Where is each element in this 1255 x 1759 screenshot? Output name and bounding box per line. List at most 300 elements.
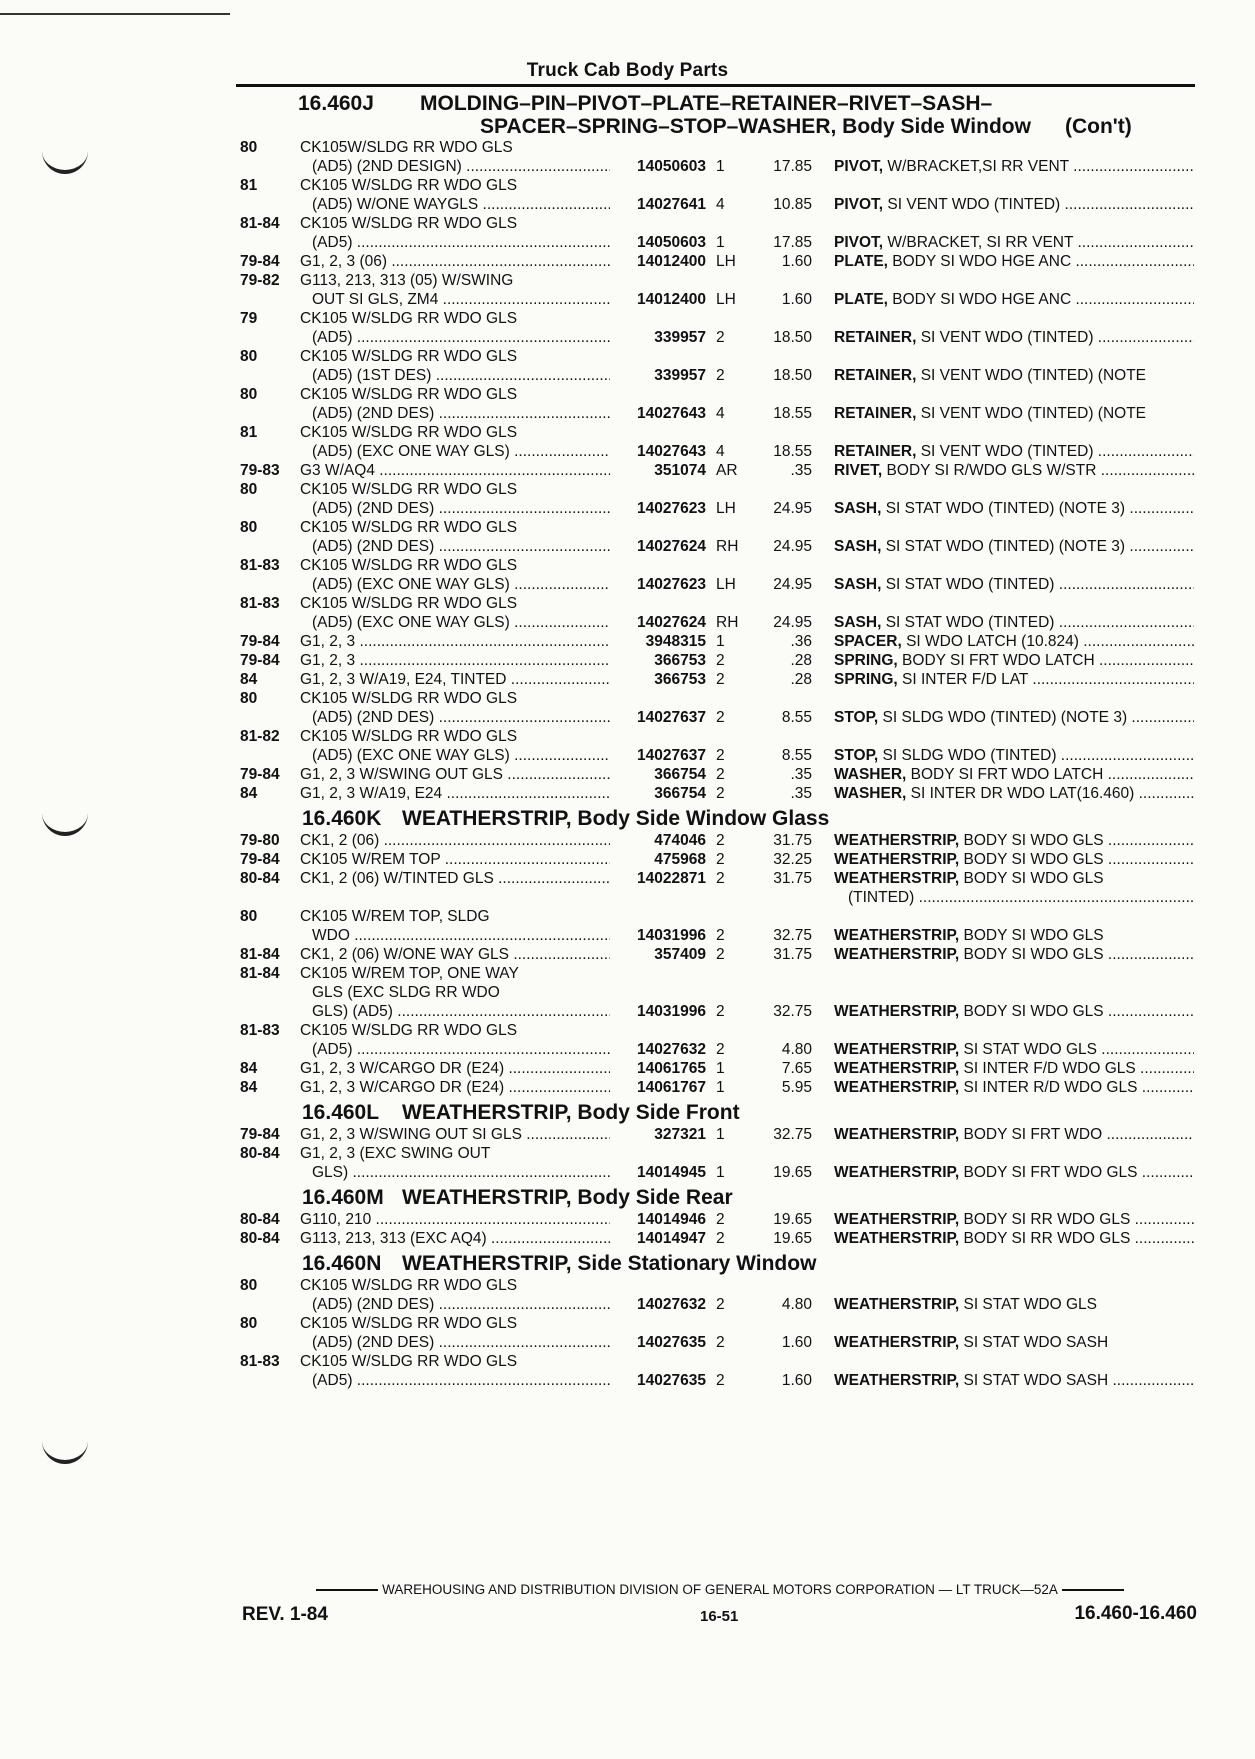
description-noun: PIVOT, — [834, 234, 884, 251]
quantity — [706, 689, 756, 708]
quantity: 2 — [716, 329, 725, 346]
description — [812, 1314, 1194, 1333]
parts-row — [240, 1021, 1200, 1040]
quantity — [706, 1276, 756, 1295]
quantity: 2 — [716, 832, 725, 849]
price: 32.25 — [773, 851, 812, 868]
price — [756, 480, 812, 499]
parts-row — [240, 271, 1200, 290]
description — [812, 651, 1194, 670]
price — [756, 888, 812, 907]
parts-row — [240, 480, 1200, 499]
price: 24.95 — [773, 614, 812, 631]
description — [812, 461, 1194, 480]
quantity: LH — [716, 253, 736, 270]
model-year — [240, 366, 300, 385]
description-text: BODY SI FRT WDO ..... — [963, 1126, 1194, 1143]
model-year — [240, 926, 300, 945]
model-year: 79-84 — [240, 851, 280, 868]
part-number: 14027635 — [637, 1334, 706, 1351]
description-text: SI STAT WDO (TINTED) (NOTE 3) ..... — [886, 538, 1194, 555]
model-year: 81-84 — [240, 215, 280, 232]
price — [756, 214, 812, 233]
parts-row — [240, 632, 1200, 651]
model-year: 79 — [240, 310, 258, 327]
section-code: 16.460L — [302, 1101, 380, 1124]
application — [300, 670, 610, 689]
description — [812, 1295, 1194, 1314]
quantity — [706, 138, 756, 157]
section-continued: (Con't) — [1064, 115, 1132, 138]
quantity — [706, 309, 756, 328]
application — [300, 850, 610, 869]
description — [812, 1371, 1194, 1390]
parts-row-continuation — [240, 328, 1200, 347]
quantity: 1 — [716, 1164, 725, 1181]
application — [300, 926, 610, 945]
description-text: BODY SI WDO HGE ANC ..... — [892, 253, 1194, 270]
part-number: 14050603 — [637, 158, 706, 175]
model-year: 79-82 — [240, 272, 280, 289]
part-number: 14050603 — [637, 234, 706, 251]
application — [300, 575, 610, 594]
application-text: GLS) ..... — [300, 1164, 610, 1181]
description — [812, 556, 1194, 575]
part-number — [610, 176, 706, 195]
part-number: 14027624 — [637, 538, 706, 555]
description — [812, 480, 1194, 499]
part-number: 14014945 — [637, 1164, 706, 1181]
part-number: 366754 — [654, 785, 706, 802]
description-noun: PLATE, — [834, 253, 888, 270]
application-text: CK105 W/SLDG RR WDO GLS — [300, 424, 518, 441]
application — [300, 480, 610, 499]
application-text: CK105 W/SLDG RR WDO GLS — [300, 1353, 518, 1370]
part-number: 474046 — [654, 832, 706, 849]
model-year — [240, 888, 300, 907]
parts-row — [240, 594, 1200, 613]
application — [300, 328, 610, 347]
application-text: G1, 2, 3 ..... — [300, 652, 610, 669]
part-number: 366754 — [654, 766, 706, 783]
application-text: GLS (EXC SLDG RR WDO — [312, 984, 500, 1001]
parts-row — [240, 461, 1200, 480]
parts-row — [240, 138, 1200, 157]
section-heading — [240, 88, 1200, 138]
description — [812, 252, 1194, 271]
description-text: SI SLDG WDO (TINTED) (NOTE 3) ..... — [883, 709, 1194, 726]
part-number — [610, 214, 706, 233]
section-heading — [240, 807, 1200, 831]
description — [812, 1163, 1194, 1182]
application — [300, 366, 610, 385]
price: 10.85 — [773, 196, 812, 213]
application — [300, 518, 610, 537]
part-number — [610, 385, 706, 404]
description-noun: SPACER, — [834, 633, 902, 650]
description-text: BODY SI WDO GLS ..... — [963, 1003, 1194, 1020]
application-text: (AD5) ..... — [300, 1041, 610, 1058]
section-heading — [240, 1252, 1200, 1276]
description-text: SI STAT WDO SASH ..... — [963, 1372, 1194, 1389]
application-text: (AD5) (EXC ONE WAY GLS) ..... — [300, 576, 610, 593]
application — [300, 1371, 610, 1390]
description — [812, 423, 1194, 442]
parts-row — [240, 651, 1200, 670]
model-year — [240, 195, 300, 214]
parts-row — [240, 1059, 1200, 1078]
quantity: 4 — [716, 405, 725, 422]
model-year — [240, 233, 300, 252]
part-number: 14031996 — [637, 927, 706, 944]
quantity — [706, 1144, 756, 1163]
parts-row — [240, 214, 1200, 233]
application — [300, 632, 610, 651]
part-number: 14061765 — [637, 1060, 706, 1077]
description-noun: WEATHERSTRIP, — [834, 851, 960, 868]
description — [812, 328, 1194, 347]
description-noun: RETAINER, — [834, 405, 917, 422]
application-text: (AD5) (2ND DES) ..... — [300, 1296, 610, 1313]
model-year: 80-84 — [240, 1211, 280, 1228]
part-number — [610, 689, 706, 708]
price: 4.80 — [781, 1296, 812, 1313]
quantity: 2 — [716, 747, 725, 764]
description — [812, 632, 1194, 651]
section-title: WEATHERSTRIP, Side Stationary Window — [402, 1252, 817, 1275]
description-text: SI INTER DR WDO LAT(16.460) ..... — [911, 785, 1194, 802]
description-noun: PLATE, — [834, 291, 888, 308]
quantity: 2 — [716, 870, 725, 887]
parts-row — [240, 727, 1200, 746]
description — [812, 708, 1194, 727]
price — [756, 138, 812, 157]
part-number — [610, 1021, 706, 1040]
description — [812, 850, 1194, 869]
description-text: SI STAT WDO GLS ..... — [963, 1041, 1194, 1058]
description-noun: SASH, — [834, 500, 882, 517]
quantity — [706, 964, 756, 983]
part-number: 14027637 — [637, 747, 706, 764]
description-noun: SASH, — [834, 576, 882, 593]
parts-row — [240, 518, 1200, 537]
application — [300, 556, 610, 575]
application-text: G1, 2, 3 W/A19, E24 ..... — [300, 785, 610, 802]
part-number: 14027623 — [637, 576, 706, 593]
price: .35 — [790, 766, 812, 783]
model-year — [240, 613, 300, 632]
description — [812, 271, 1194, 290]
description-noun: WEATHERSTRIP, — [834, 1164, 960, 1181]
quantity: 2 — [716, 946, 725, 963]
section-code: 16.460J — [298, 92, 374, 115]
price — [756, 271, 812, 290]
parts-row — [240, 670, 1200, 689]
model-year — [240, 290, 300, 309]
quantity: 2 — [716, 1296, 725, 1313]
section-range: 16.460-16.460 — [1074, 1603, 1197, 1624]
model-year: 84 — [240, 785, 258, 802]
section-code: 16.460N — [302, 1252, 382, 1275]
application-text: CK105 W/SLDG RR WDO GLS — [300, 1277, 518, 1294]
application-text: (AD5) (EXC ONE WAY GLS) ..... — [300, 443, 610, 460]
quantity: 2 — [716, 785, 725, 802]
description-text: SI VENT WDO (TINTED) (NOTE — [920, 405, 1147, 422]
quantity: 2 — [716, 1211, 725, 1228]
model-year — [240, 708, 300, 727]
footer-division: WAREHOUSING AND DISTRIBUTION DIVISION OF GENERAL MOTORS CORPORATION — LT TRUCK—52A — [240, 1582, 1200, 1597]
description — [812, 983, 1194, 1002]
section-title-line2-text: SPACER–SPRING–STOP–WASHER, Body Side Window — [480, 115, 1031, 138]
parts-row-continuation — [240, 1333, 1200, 1352]
application-text: G1, 2, 3 ..... — [300, 633, 610, 650]
application — [300, 1163, 610, 1182]
part-number: 14027635 — [637, 1372, 706, 1389]
part-number — [610, 347, 706, 366]
parts-row — [240, 689, 1200, 708]
application-text: CK1, 2 (06) W/ONE WAY GLS ..... — [300, 946, 610, 963]
part-number: 14027643 — [637, 443, 706, 460]
part-number: 14061767 — [637, 1079, 706, 1096]
parts-row-continuation — [240, 404, 1200, 423]
application — [300, 347, 610, 366]
parts-row-continuation — [240, 1295, 1200, 1314]
quantity — [706, 1021, 756, 1040]
parts-row-continuation — [240, 157, 1200, 176]
part-number: 14014947 — [637, 1230, 706, 1247]
model-year: 80 — [240, 386, 258, 403]
quantity: 1 — [716, 158, 725, 175]
model-year: 81-83 — [240, 1022, 280, 1039]
application — [300, 964, 610, 983]
description — [812, 765, 1194, 784]
description — [812, 727, 1194, 746]
description-text: (TINTED) ..... — [834, 889, 1194, 906]
description — [812, 746, 1194, 765]
part-number — [610, 1352, 706, 1371]
description — [812, 176, 1194, 195]
application — [300, 594, 610, 613]
model-year: 81-83 — [240, 595, 280, 612]
application — [300, 271, 610, 290]
price: 5.95 — [781, 1079, 812, 1096]
description — [812, 945, 1194, 964]
model-year: 80 — [240, 1277, 258, 1294]
section-title: WEATHERSTRIP, Body Side Front — [402, 1101, 740, 1124]
parts-row — [240, 831, 1200, 850]
description-text: SI VENT WDO (TINTED) ..... — [921, 443, 1194, 460]
part-number — [610, 1276, 706, 1295]
quantity: 4 — [716, 196, 725, 213]
model-year: 79-84 — [240, 652, 280, 669]
description-noun: SASH, — [834, 614, 882, 631]
description-text: SI VENT WDO (TINTED) (NOTE — [920, 367, 1147, 384]
application — [300, 1059, 610, 1078]
description — [812, 138, 1194, 157]
parts-row — [240, 1210, 1200, 1229]
price: 4.80 — [781, 1041, 812, 1058]
model-year: 79-80 — [240, 832, 280, 849]
application-text: CK105 W/SLDG RR WDO GLS — [300, 481, 518, 498]
model-year: 80-84 — [240, 870, 280, 887]
parts-row — [240, 1276, 1200, 1295]
application-text: G1, 2, 3 (06) ..... — [300, 253, 610, 270]
price: 19.65 — [773, 1211, 812, 1228]
description — [812, 689, 1194, 708]
application-text: CK105 W/SLDG RR WDO GLS — [300, 728, 518, 745]
description-text: BODY SI WDO HGE ANC ..... — [892, 291, 1194, 308]
description-noun: WEATHERSTRIP, — [834, 1211, 960, 1228]
model-year: 80 — [240, 1315, 258, 1332]
model-year — [240, 499, 300, 518]
description — [812, 499, 1194, 518]
application-text: G110, 210 ..... — [300, 1211, 610, 1228]
application — [300, 233, 610, 252]
application — [300, 746, 610, 765]
price: 31.75 — [773, 946, 812, 963]
model-year: 81-82 — [240, 728, 280, 745]
application — [300, 138, 610, 157]
application — [300, 831, 610, 850]
parts-row-continuation — [240, 1371, 1200, 1390]
price — [756, 347, 812, 366]
application — [300, 651, 610, 670]
quantity: 1 — [716, 1060, 725, 1077]
application-text: G113, 213, 313 (EXC AQ4) ..... — [300, 1230, 610, 1247]
quantity — [706, 1314, 756, 1333]
description-text: BODY SI R/WDO GLS W/STR ..... — [887, 462, 1194, 479]
price: 32.75 — [773, 927, 812, 944]
application-text: CK105 W/SLDG RR WDO GLS — [300, 519, 518, 536]
description-noun: WASHER, — [834, 766, 907, 783]
part-number: 366753 — [654, 652, 706, 669]
application-text: CK105W/SLDG RR WDO GLS — [300, 139, 513, 156]
part-number — [610, 423, 706, 442]
price: 18.50 — [773, 367, 812, 384]
application-text: (AD5) ..... — [300, 234, 610, 251]
parts-row-continuation — [240, 888, 1200, 907]
quantity: 4 — [716, 443, 725, 460]
description-text: SI STAT WDO SASH — [963, 1334, 1109, 1351]
parts-row — [240, 765, 1200, 784]
application-text: G113, 213, 313 (05) W/SWING — [300, 272, 514, 289]
description — [812, 594, 1194, 613]
application — [300, 214, 610, 233]
part-number: 14027624 — [637, 614, 706, 631]
part-number — [610, 907, 706, 926]
model-year — [240, 1333, 300, 1352]
application — [300, 613, 610, 632]
model-year — [240, 157, 300, 176]
description-text: SI STAT WDO (TINTED) ..... — [886, 576, 1194, 593]
quantity — [706, 1352, 756, 1371]
description-noun: RIVET, — [834, 462, 883, 479]
section-code: 16.460M — [302, 1186, 384, 1209]
application-text: (AD5) (1ST DES) ..... — [300, 367, 610, 384]
description-text: SI STAT WDO (TINTED) (NOTE 3) ..... — [886, 500, 1194, 517]
model-year: 81 — [240, 177, 258, 194]
description — [812, 1059, 1194, 1078]
application — [300, 708, 610, 727]
application — [300, 765, 610, 784]
part-number: 14031996 — [637, 1003, 706, 1020]
description-text: BODY SI WDO GLS ..... — [963, 832, 1194, 849]
model-year — [240, 1295, 300, 1314]
price: .28 — [790, 652, 812, 669]
part-number: 14027641 — [637, 196, 706, 213]
page-number: 16-51 — [700, 1608, 739, 1625]
model-year: 80 — [240, 519, 258, 536]
price — [756, 385, 812, 404]
parts-row — [240, 964, 1200, 983]
description — [812, 1002, 1194, 1021]
application-text: (AD5) ..... — [300, 1372, 610, 1389]
quantity: 2 — [716, 766, 725, 783]
section-title-line1: MOLDING–PIN–PIVOT–PLATE–RETAINER–RIVET–SASH– — [420, 92, 993, 115]
description — [812, 869, 1194, 888]
quantity: RH — [716, 538, 739, 555]
description-noun: WEATHERSTRIP, — [834, 1060, 960, 1077]
price: 18.55 — [773, 443, 812, 460]
application — [300, 869, 610, 888]
price: 1.60 — [781, 1334, 812, 1351]
price — [756, 1021, 812, 1040]
application — [300, 1276, 610, 1295]
parts-row-continuation — [240, 499, 1200, 518]
price: 7.65 — [781, 1060, 812, 1077]
price — [756, 423, 812, 442]
price — [756, 983, 812, 1002]
parts-row — [240, 556, 1200, 575]
parts-row — [240, 176, 1200, 195]
quantity: 1 — [716, 1079, 725, 1096]
description — [812, 366, 1194, 385]
part-number — [610, 518, 706, 537]
model-year: 79-84 — [240, 1126, 280, 1143]
description-text: BODY SI WDO GLS — [963, 927, 1104, 944]
application — [300, 1125, 610, 1144]
description — [812, 309, 1194, 328]
application-text: G1, 2, 3 W/SWING OUT SI GLS ..... — [300, 1126, 610, 1143]
model-year: 84 — [240, 671, 258, 688]
price — [756, 727, 812, 746]
application-text: (AD5) W/ONE WAYGLS ..... — [300, 196, 610, 213]
application — [300, 385, 610, 404]
description — [812, 613, 1194, 632]
model-year — [240, 983, 300, 1002]
parts-row — [240, 423, 1200, 442]
application-text: CK105 W/SLDG RR WDO GLS — [300, 348, 518, 365]
description-noun: WEATHERSTRIP, — [834, 1230, 960, 1247]
description-noun: STOP, — [834, 747, 879, 764]
quantity — [706, 214, 756, 233]
parts-row — [240, 347, 1200, 366]
section-heading — [240, 1186, 1200, 1210]
model-year — [240, 746, 300, 765]
quantity — [706, 480, 756, 499]
application — [300, 727, 610, 746]
model-year: 80 — [240, 481, 258, 498]
part-number — [610, 727, 706, 746]
application-text: G3 W/AQ4 ..... — [300, 462, 610, 479]
application — [300, 537, 610, 556]
price: 19.65 — [773, 1230, 812, 1247]
parts-row-continuation — [240, 233, 1200, 252]
parts-row-continuation — [240, 442, 1200, 461]
part-number — [610, 594, 706, 613]
application — [300, 195, 610, 214]
price: 32.75 — [773, 1003, 812, 1020]
